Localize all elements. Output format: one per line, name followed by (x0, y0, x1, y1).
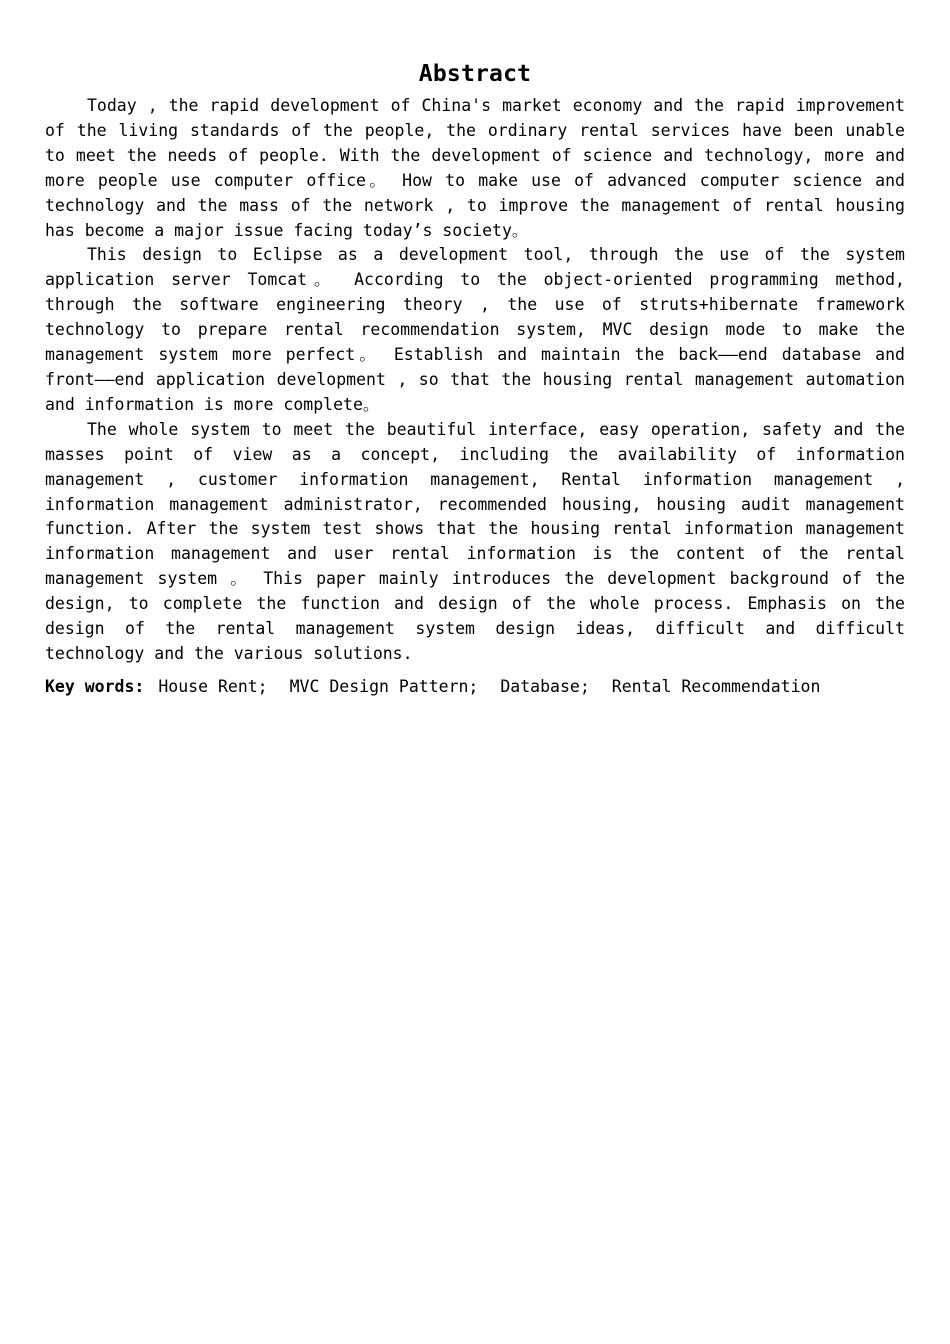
keyword-item: Database; (500, 676, 590, 696)
keywords-line (45, 675, 905, 699)
keyword-item: Rental Recommendation (611, 676, 821, 696)
abstract-paragraph-3: The whole system to meet the beautiful interface, easy operation, safety and the masses point of view as a concept, including the availability of information management , customer information management, Rental information management , information management administrator, recommended housing, housing audit management function. After the system test shows that the housing rental information management information management and user rental information is the content of the rental management system 。 This paper mainly introduces the development background of the design, to complete the function and design of the whole process. Emphasis on the design of the rental management system design ideas, difficult and difficult technology and the various solutions. (45, 419, 905, 663)
abstract-paragraph-1: Today , the rapid development of China's market economy and the rapid improvement of the living standards of the people, the ordinary rental services have been unable to meet the needs of people. With the development of science and technology, more and more people use computer office。 How to make use of advanced computer science and technology and the mass of the network , to improve the management of rental housing has become a major issue facing today’s society。 (45, 96, 905, 240)
keywords-label: Key words: (45, 676, 145, 696)
abstract-page (45, 58, 905, 699)
keyword-item: MVC Design Pattern; (289, 676, 479, 696)
keyword-item: House Rent; (158, 676, 268, 696)
abstract-title: Abstract (418, 61, 532, 87)
abstract-paragraph-2: This design to Eclipse as a development tool, through the use of the system application server Tomcat。 According to the object-oriented programming method, through the software engineering theory , the use of struts+hibernate framework technology to prepare rental recommendation system, MVC design mode to make the management system more perfect。 Establish and maintain the back——end database and front——end application development , so that the housing rental management automation and information is more complete。 (45, 245, 905, 414)
